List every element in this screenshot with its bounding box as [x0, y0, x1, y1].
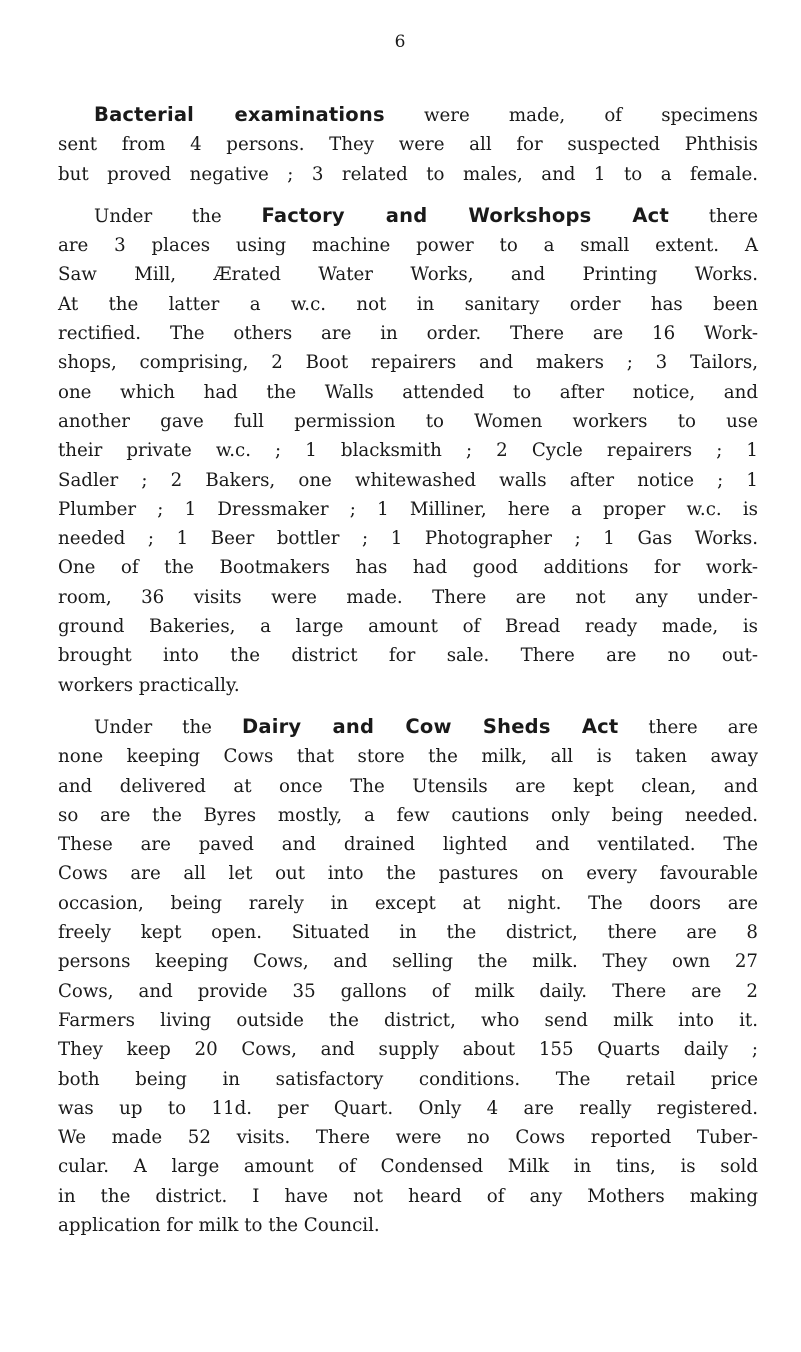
text-line: are 3 places using machine power to a small extent. A — [58, 235, 758, 257]
text-line: At the latter a w.c. not in sanitary order has been — [58, 293, 758, 315]
section-heading: Bacterial examinations — [94, 103, 385, 126]
text-line: but proved negative ; 3 related to males, and 1 to a female. — [58, 163, 758, 185]
text-line: so are the Byres mostly, a few cautions only being needed. — [58, 804, 758, 826]
text-line: Sadler ; 2 Bakers, one whitewashed walls after notice ; 1 — [58, 469, 758, 491]
text-line: freely kept open. Situated in the district, there are 8 — [58, 922, 758, 944]
page-number: 6 — [394, 32, 407, 52]
text-line: Bacterial examinations were made, of specimens — [94, 103, 759, 126]
text-line: Cows are all let out into the pastures on every favourable — [58, 863, 758, 885]
text-line: and delivered at once The Utensils are kept clean, and — [58, 775, 758, 797]
text-line: their private w.c. ; 1 blacksmith ; 2 Cycle repairers ; 1 — [58, 440, 758, 462]
text-line: another gave full permission to Women workers to use — [58, 410, 758, 432]
text-line: persons keeping Cows, and selling the milk. They own 27 — [58, 951, 758, 973]
body-text — [58, 100, 758, 1240]
text-line: room, 36 visits were made. There are not any under- — [58, 586, 758, 608]
text-line: application for milk to the Council. — [58, 1214, 380, 1236]
text-line: We made 52 visits. There were no Cows reported Tuber- — [58, 1127, 758, 1149]
paragraph-bacterial-examinations — [58, 100, 758, 189]
text-line: needed ; 1 Beer bottler ; 1 Photographer ; 1 Gas Works. — [58, 528, 758, 550]
text-line: These are paved and drained lighted and ventilated. The — [58, 834, 758, 856]
text-line: Cows, and provide 35 gallons of milk daily. There are 2 — [58, 980, 758, 1002]
text-line: shops, comprising, 2 Boot repairers and makers ; 3 Tailors, — [58, 352, 758, 374]
text-line: ground Bakeries, a large amount of Bread ready made, is — [58, 616, 758, 638]
text-line: in the district. I have not heard of any Mothers making — [58, 1185, 758, 1207]
section-heading: Factory and Workshops Act — [261, 203, 669, 227]
text-line: one which had the Walls attended to after notice, and — [58, 381, 758, 403]
text-line: Under the Dairy and Cow Sheds Act there are — [94, 714, 758, 738]
text-line: sent from 4 persons. They were all for suspected Phthisis — [58, 134, 758, 156]
text-line: Saw Mill, Ærated Water Works, and Printing Works. — [58, 264, 758, 286]
text-line: Under the Factory and Workshops Act there — [94, 203, 758, 227]
section-heading: Dairy and Cow Sheds Act — [241, 714, 619, 738]
text-line: Plumber ; 1 Dressmaker ; 1 Milliner, here a proper w.c. is — [58, 498, 758, 520]
text-line: brought into the district for sale. There are no out- — [58, 645, 758, 667]
text-line: cular. A large amount of Condensed Milk in tins, is sold — [58, 1156, 758, 1178]
text-line: both being in satisfactory conditions. The retail price — [58, 1068, 758, 1090]
text-line: workers practically. — [58, 674, 240, 696]
text-line: rectified. The others are in order. There are 16 Work- — [58, 323, 758, 345]
paragraph-dairy-cow-sheds — [58, 712, 758, 1240]
paragraph-factory-workshops — [58, 201, 758, 700]
text-line: They keep 20 Cows, and supply about 155 Quarts daily ; — [58, 1039, 758, 1061]
text-line: One of the Bootmakers has had good additions for work- — [58, 557, 758, 579]
text-line: occasion, being rarely in except at night. The doors are — [58, 892, 758, 914]
text-line: Farmers living outside the district, who send milk into it. — [58, 1009, 758, 1031]
text-line: none keeping Cows that store the milk, all is taken away — [58, 746, 758, 768]
text-line: was up to 11d. per Quart. Only 4 are really registered. — [58, 1097, 758, 1119]
